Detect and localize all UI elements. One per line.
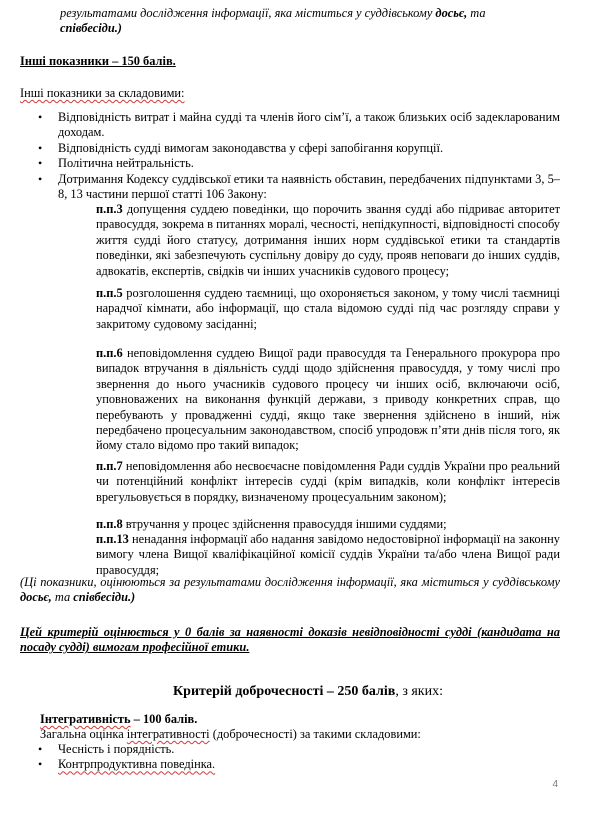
note-text-2: та xyxy=(51,590,74,605)
top-note-bold: досьє, xyxy=(435,6,468,20)
sub-item-8 xyxy=(96,517,560,532)
general-line-b: (доброчесності) за такими складовими: xyxy=(209,727,421,741)
integrity-heading-bold: Критерій доброчесності – 250 балів xyxy=(173,684,396,699)
sub-item-text: неповідомлення суддею Вищої ради правосуддя та Генерального прокурора про випадок втручання в діяльність судді щодо здійснення правосуддя, у тому числі про звернення до нього учасників судового процесу чи інших осіб, включаючи осіб, уповноважених на виконання функцій держави, з приводу конкретних справ, що перебувають у провадженні судді, якщо таке звернення здійснено в інший, ніж передбачено процесуальним законодавством, спосіб упродовж п’яти днів після того, як йому стало відомо про такий випадок; xyxy=(96,346,560,453)
list-item-text: Контрпродуктивна поведінка. xyxy=(58,757,216,772)
sub-item-6 xyxy=(96,346,560,454)
integrity-general xyxy=(40,727,421,742)
sub-item-num: п.п.8 xyxy=(96,517,123,531)
list-item: • Відповідність судді вимогам законодавства у сфері запобігання корупції. xyxy=(38,141,560,156)
page-number: 4 xyxy=(552,779,558,790)
integrity-heading xyxy=(0,683,616,700)
list-item: • Дотримання Кодексу суддівської етики та наявність обставин, передбачених підпунктами 3, 5–8, 13 частини першої статті 106 Закону: xyxy=(38,172,560,203)
sub-item-3 xyxy=(96,202,560,279)
sub-item-num: п.п.13 xyxy=(96,532,129,546)
integrity-heading-tail: , з яких: xyxy=(395,684,443,699)
sub-item-5 xyxy=(96,286,560,332)
sub-item-text: неповідомлення або несвоєчасне повідомлення Ради суддів України про реальний чи потенційний конфлікт інтересів судді (крім випадків, коли конфлікт інтересів врегульовується в порядку, визначеному процесуальним законом); xyxy=(96,459,560,504)
sub-item-num: п.п.7 xyxy=(96,459,123,473)
list-item: • Політична нейтральність. xyxy=(38,156,560,171)
sub-item-text: втручання у процес здійснення правосуддя іншими суддями; xyxy=(122,517,447,531)
sub-item-text: розголошення суддею таємниці, що охороняється законом, у тому числі таємниці нарадчої кімнати, або інформації, що стала відомою судді під час розгляду справи у закритому судовому засіданні; xyxy=(96,286,560,331)
list-item: • Відповідність витрат і майна судді та членів його сім’ї, а також близьких осіб задекларованим доходам. xyxy=(38,110,560,141)
integrativity-score: – 100 балів. xyxy=(130,712,198,726)
top-note xyxy=(60,6,560,37)
sub-item-num: п.п.6 xyxy=(96,346,123,360)
note-bold: досьє, xyxy=(20,590,52,605)
integrativity-title xyxy=(40,712,197,727)
general-line-a: Загальна оцінка xyxy=(40,727,127,741)
indicators-list xyxy=(38,110,560,202)
sub-item-13 xyxy=(96,532,560,578)
list-item: • Чесність і порядність. xyxy=(38,742,560,757)
integrativity-word: Інтегративність xyxy=(40,712,131,726)
list-item xyxy=(38,757,560,772)
sub-item-num: п.п.5 xyxy=(96,286,123,300)
criterion-note: Цей критерій оцінюється у 0 балів за наявності доказів невідповідності судді (кандидата на посаду судді) вимогам професійної етики. xyxy=(20,625,560,655)
sub-item-7 xyxy=(96,459,560,505)
sub-item-text: допущення суддею поведінки, що порочить звання судді або підриває авторитет правосуддя, зокрема в питаннях моралі, чесності, непідкупності, відповідності способу життя судді його статусу, дотримання інших норм суддівської етики та стандартів поведінки, які забезпечують суспільну довіру до суду, прояв неповаги до інших суддів, адвокатів, експертів, свідків чи інших учасників судового процесу; xyxy=(96,202,560,278)
general-line-word: інтегративності xyxy=(126,727,210,741)
components-label-text: Інші показники за складовими: xyxy=(20,86,185,100)
sub-item-num: п.п.3 xyxy=(96,202,123,216)
top-note-end: та xyxy=(467,6,486,20)
note-text: (Ці показники, оцінюються за результатами дослідження інформації, яка міститься у суддівському xyxy=(20,575,560,589)
indicators-note xyxy=(20,575,560,606)
top-note-bold-2: співбесіди.) xyxy=(60,21,122,36)
top-note-text: результатами дослідження інформації, яка міститься у суддівському xyxy=(60,6,436,20)
other-indicators-title: Інші показники – 150 балів. xyxy=(20,54,176,68)
sub-item-text: ненадання інформації або надання завідомо недостовірної інформації на законну вимогу члена Вищої кваліфікаційної комісії суддів України та/або члена Вищої ради правосуддя; xyxy=(96,532,560,577)
note-bold-2: співбесіди.) xyxy=(73,590,136,605)
components-label xyxy=(20,86,185,101)
integrity-list xyxy=(38,742,560,773)
